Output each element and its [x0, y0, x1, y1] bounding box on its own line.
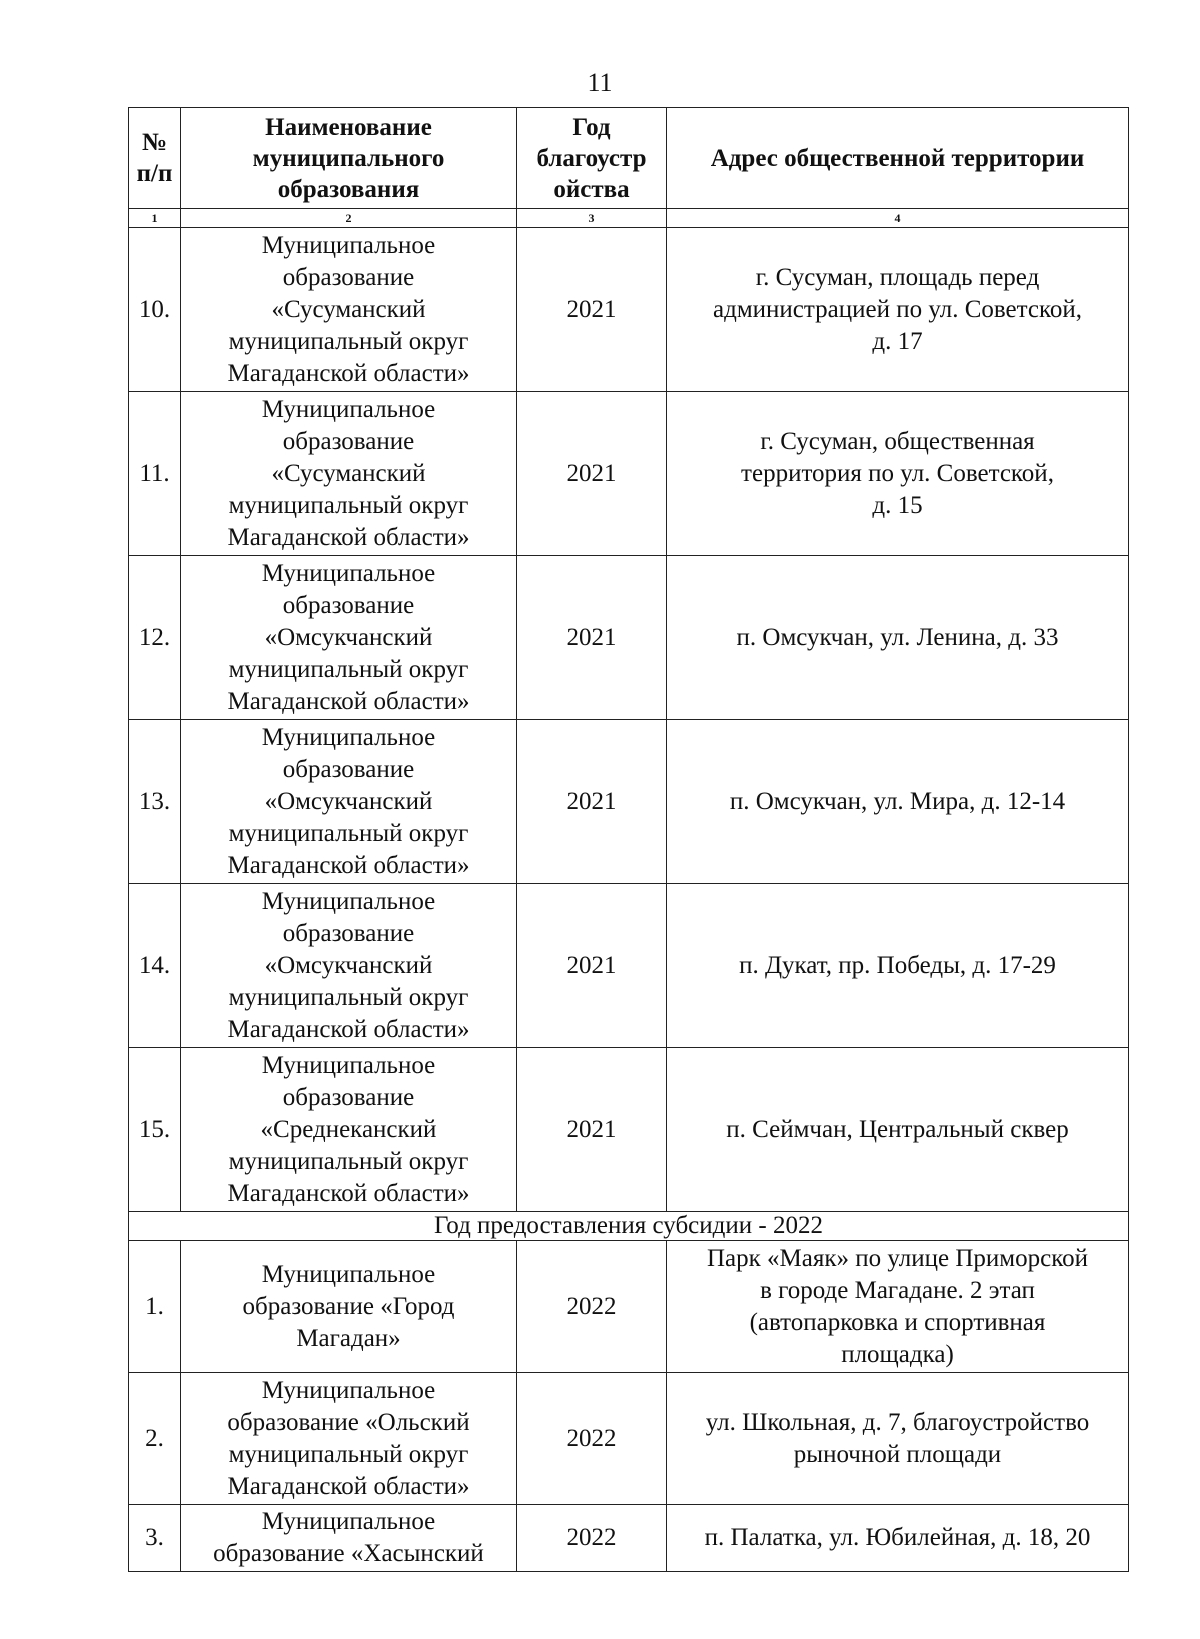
column-number: 2 [181, 209, 517, 228]
municipality-name-line: Магаданской области» [227, 1015, 470, 1043]
municipality-name-line: муниципальный округ [228, 1440, 469, 1468]
municipality-name-line: «Омсукчанский [264, 951, 433, 979]
row-number: 1. [129, 1241, 181, 1373]
row-number: 3. [129, 1505, 181, 1572]
territory-address-line: п. Палатка, ул. Юбилейная, д. 18, 20 [704, 1524, 1091, 1551]
row-number: 12. [129, 556, 181, 720]
municipality-name-line: образование «Хасынский [213, 1540, 484, 1567]
header-year [517, 108, 667, 209]
row-number: 10. [129, 228, 181, 392]
header-year-line: благоустр [536, 144, 647, 172]
header-address [667, 108, 1129, 209]
municipality-name-line: «Омсукчанский [264, 787, 433, 815]
improvement-year: 2022 [517, 1241, 667, 1373]
municipality-name [181, 1048, 517, 1212]
municipality-name [181, 228, 517, 392]
municipality-name-line: «Сусуманский [271, 459, 426, 487]
row-number: 2. [129, 1373, 181, 1505]
territory-address-line: п. Дукат, пр. Победы, д. 17-29 [739, 951, 1056, 979]
territory-address-line: п. Омсукчан, ул. Ленина, д. 33 [736, 623, 1059, 651]
page-number: 11 [587, 68, 613, 97]
municipality-name-line: Муниципальное [261, 887, 436, 915]
row-number: 15. [129, 1048, 181, 1212]
municipality-name-line: «Среднеканский [260, 1115, 437, 1143]
improvement-year: 2022 [517, 1373, 667, 1505]
municipality-name-line: образование «Город [242, 1292, 455, 1320]
territory-address [667, 1241, 1129, 1373]
section-row-2022 [129, 1212, 1129, 1241]
territory-address [667, 720, 1129, 884]
column-number-row [129, 209, 1129, 228]
column-number: 4 [667, 209, 1129, 228]
header-num [129, 108, 181, 209]
municipality-name-line: образование [282, 1083, 415, 1111]
territory-address [667, 228, 1129, 392]
municipality-name-line: Муниципальное [261, 1260, 436, 1288]
municipality-name-line: муниципальный округ [228, 655, 469, 683]
municipality-name [181, 1373, 517, 1505]
territory-address-line: д. 15 [872, 491, 923, 519]
municipality-name-line: образование [282, 591, 415, 619]
section-title-2022: Год предоставления субсидии - 2022 [129, 1212, 1129, 1241]
municipality-name-line: образование [282, 263, 415, 291]
territories-table [128, 107, 1129, 1572]
municipality-name-line: Магаданской области» [227, 359, 470, 387]
territory-address [667, 392, 1129, 556]
municipality-name-line: Муниципальное [261, 1051, 436, 1079]
territory-address-line: ул. Школьная, д. 7, благоустройство [705, 1408, 1090, 1436]
header-year-line: ойства [553, 175, 630, 203]
table-row [129, 228, 1129, 392]
column-number: 3 [517, 209, 667, 228]
territory-address [667, 1373, 1129, 1505]
municipality-name-line: Магаданской области» [227, 523, 470, 551]
improvement-year: 2021 [517, 1048, 667, 1212]
municipality-name-line: «Сусуманский [271, 295, 426, 323]
improvement-year: 2021 [517, 884, 667, 1048]
municipality-name-line: муниципальный округ [228, 327, 469, 355]
municipality-name-line: Муниципальное [261, 231, 436, 259]
territory-address-line: д. 17 [872, 327, 923, 355]
column-number: 1 [129, 209, 181, 228]
improvement-year: 2021 [517, 720, 667, 884]
municipality-name-line: муниципальный округ [228, 983, 469, 1011]
header-name-line: Наименование [265, 113, 432, 141]
municipality-name-line: Муниципальное [261, 1376, 436, 1404]
municipality-name-line: образование [282, 755, 415, 783]
territory-address-line: администрацией по ул. Советской, [713, 295, 1082, 323]
improvement-year: 2021 [517, 228, 667, 392]
municipality-name [181, 556, 517, 720]
row-number: 11. [129, 392, 181, 556]
row-number: 13. [129, 720, 181, 884]
municipality-name-line: Магаданской области» [227, 851, 470, 879]
municipality-name-line: Муниципальное [261, 559, 436, 587]
improvement-year: 2021 [517, 392, 667, 556]
territory-address-line: рыночной площади [793, 1440, 1002, 1468]
territory-address-line: г. Сусуман, общественная [760, 427, 1035, 455]
table-row [129, 556, 1129, 720]
row-number: 14. [129, 884, 181, 1048]
municipality-name [181, 720, 517, 884]
territory-address [667, 884, 1129, 1048]
header-row [129, 108, 1129, 209]
territory-address-line: Парк «Маяк» по улице Приморской [707, 1244, 1088, 1272]
territory-address [667, 1505, 1129, 1572]
header-name-line: муниципального [252, 144, 445, 172]
municipality-name [181, 1241, 517, 1373]
municipality-name-line: муниципальный округ [228, 819, 469, 847]
municipality-name-line: образование [282, 427, 415, 455]
territory-address-line: г. Сусуман, площадь перед [755, 263, 1040, 291]
table-row [129, 720, 1129, 884]
table-row [129, 1373, 1129, 1505]
municipality-name-line: Муниципальное [261, 395, 436, 423]
municipality-name-line: Магаданской области» [227, 1472, 470, 1500]
municipality-name [181, 1505, 517, 1572]
municipality-name-line: Магаданской области» [227, 1179, 470, 1207]
territory-address [667, 1048, 1129, 1212]
header-address-line: Адрес общественной территории [710, 144, 1085, 172]
territory-address-line: территория по ул. Советской, [741, 459, 1054, 487]
table-row [129, 1048, 1129, 1212]
header-num-line: п/п [136, 160, 173, 187]
municipality-name-line: «Омсукчанский [264, 623, 433, 651]
header-name [181, 108, 517, 209]
municipality-name [181, 884, 517, 1048]
table-row [129, 1241, 1129, 1373]
municipality-name-line: Магадан» [296, 1324, 401, 1352]
header-name-line: образования [277, 175, 420, 203]
municipality-name-line: муниципальный округ [228, 491, 469, 519]
header-num-line: № [141, 129, 168, 156]
territory-address-line: п. Омсукчан, ул. Мира, д. 12-14 [729, 787, 1066, 815]
municipality-name-line: образование [282, 919, 415, 947]
municipality-name-line: муниципальный округ [228, 1147, 469, 1175]
table-row [129, 1505, 1129, 1572]
territory-address-line: площадка) [841, 1340, 954, 1368]
table-row [129, 884, 1129, 1048]
municipality-name-line: Муниципальное [261, 1508, 436, 1535]
improvement-year: 2022 [517, 1505, 667, 1572]
municipality-name-line: Муниципальное [261, 723, 436, 751]
table-row [129, 392, 1129, 556]
header-year-line: Год [572, 113, 611, 141]
territory-address-line: (автопарковка и спортивная [749, 1308, 1046, 1336]
municipality-name-line: образование «Ольский [227, 1408, 470, 1436]
improvement-year: 2021 [517, 556, 667, 720]
territory-address [667, 556, 1129, 720]
municipality-name-line: Магаданской области» [227, 687, 470, 715]
territory-address-line: п. Сеймчан, Центральный сквер [726, 1115, 1069, 1143]
territory-address-line: в городе Магадане. 2 этап [760, 1276, 1035, 1304]
municipality-name [181, 392, 517, 556]
